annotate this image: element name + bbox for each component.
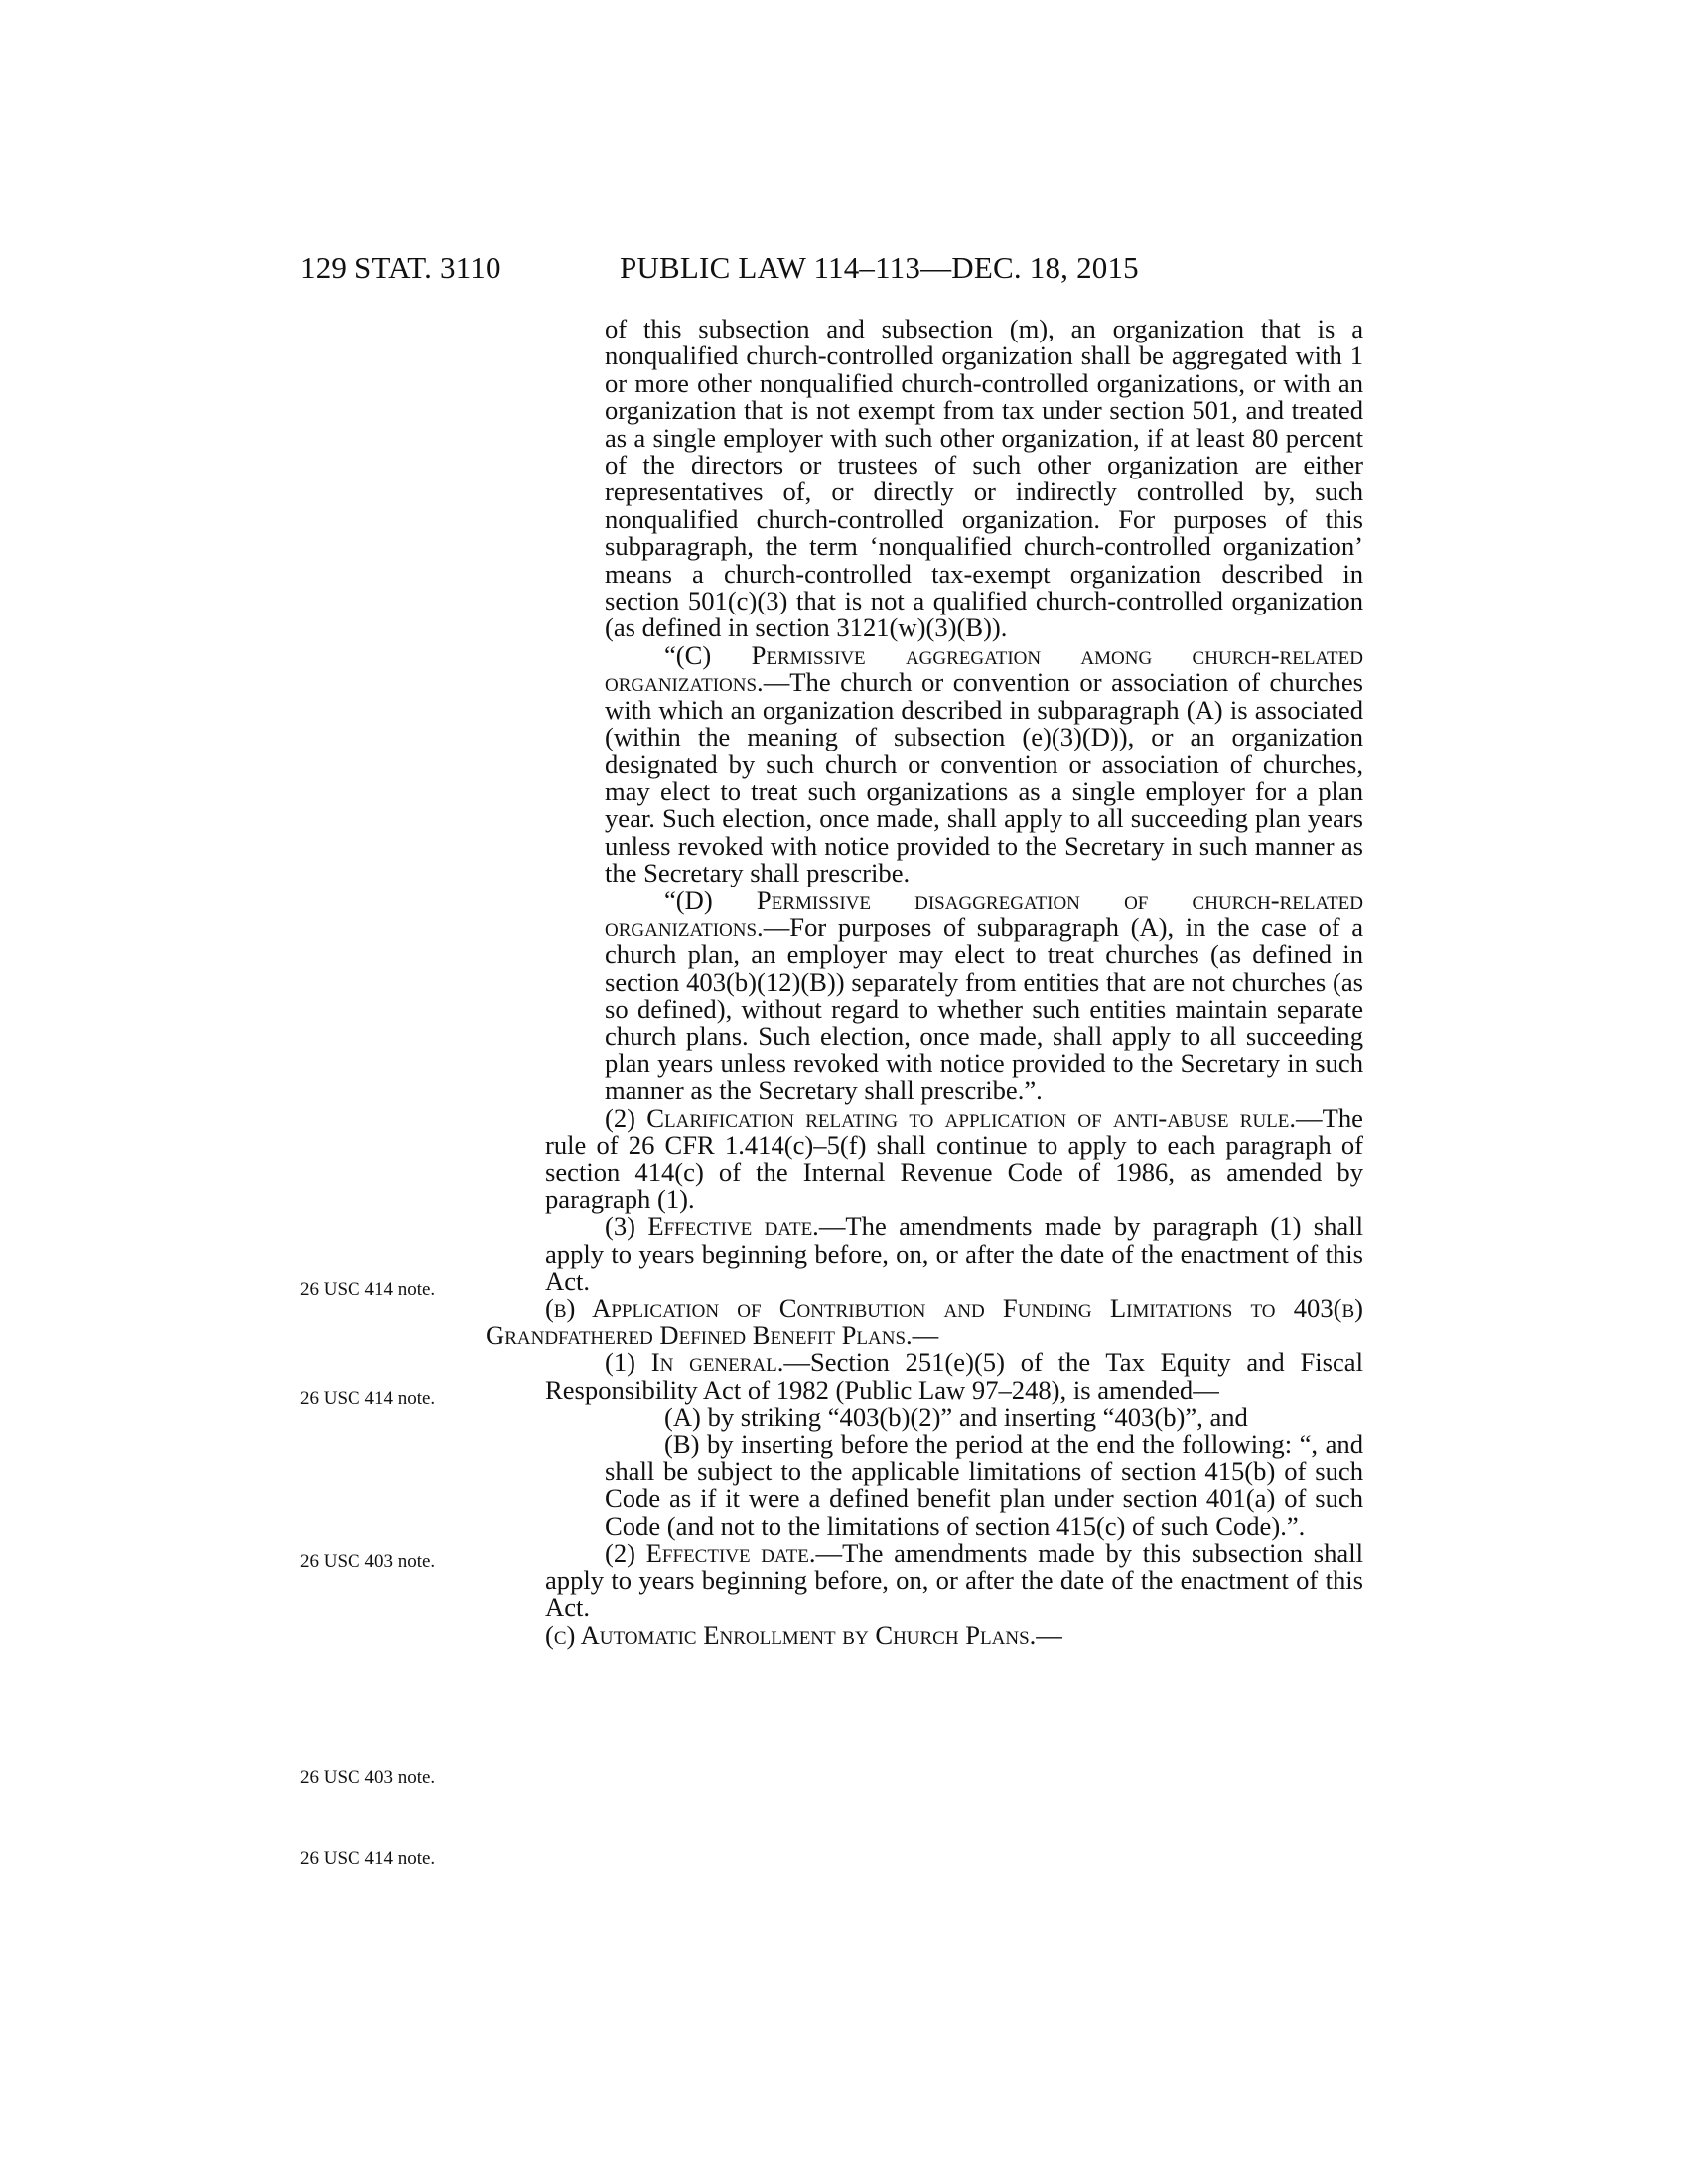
paragraph-a2 — [545, 1102, 1363, 1214]
subsection-b-title: (b) Application of Contribution and Funding Limitations to 403(b) Grandfathered Defined Benefit Plans.— — [486, 1293, 1363, 1351]
margin-note: 26 USC 414 note. — [300, 1388, 436, 1409]
margin-note: 26 USC 414 note. — [300, 1848, 436, 1869]
paragraph-a3 — [545, 1213, 1363, 1295]
paragraph-b2-body: —The amendments made by this subsection shall apply to years beginning before, on, or after the date of the enactment of this Act. — [545, 1538, 1364, 1623]
paragraph-b1 — [545, 1349, 1363, 1404]
paragraph-b1-body: —Section 251(e)(5) of the Tax Equity and Fiscal Responsibility Act of 1982 (Public Law 97–248), is amended— — [545, 1347, 1363, 1405]
paragraph-d-heading: “(D) Permissive disaggregation of church-related organizations. — [605, 885, 1363, 942]
subsection-c-heading — [545, 1619, 1363, 1650]
margin-note: 26 USC 403 note. — [300, 1767, 436, 1788]
page-stat-number: 129 STAT. 3110 — [300, 250, 501, 285]
subsection-c-title: (c) Automatic Enrollment by Church Plans.— — [545, 1619, 1062, 1650]
paragraph-b1-A: (A) by striking “403(b)(2)” and inserting “403(b)”, and — [664, 1402, 1248, 1433]
subsection-b-heading — [486, 1293, 1363, 1351]
paragraph-b2 — [545, 1540, 1363, 1621]
paragraph-b1-B: (B) by inserting before the period at the end the following: “, and shall be subject to the applicable limitations of section 415(b) of such Code as if it were a defined benefit plan under section 401(a) of such Code (and not to the limitations of section 415(c) of such Code).”. — [605, 1429, 1363, 1541]
paragraph-b2-heading: (2) Effective date. — [605, 1538, 816, 1569]
paragraph-b1-heading: (1) In general. — [605, 1347, 784, 1378]
paragraph-a2-heading: (2) Clarification relating to application of anti-abuse rule. — [605, 1102, 1297, 1133]
margin-note: 26 USC 414 note. — [300, 1279, 436, 1299]
paragraph-b-continued: of this subsection and subsection (m), an organization that is a nonqualified church-controlled organization shall be aggregated with 1 or more other nonqualified church-controlled organizations, or with an organization that is not exempt from tax under section 501, and treated as a single employer with such other organization, if at least 80 percent of the directors or trustees of such other organization are either representatives of, or directly or indirectly controlled by, such nonqualified church-controlled organization. For purposes of this subparagraph, the term ‘nonqualified church-controlled organization’ means a church-controlled tax-exempt organization described in section 501(c)(3) that is not a qualified church-controlled organization (as defined in section 3121(w)(3)(B)). — [605, 314, 1363, 643]
statute-text — [486, 314, 1364, 1650]
margin-note: 26 USC 403 note. — [300, 1551, 436, 1571]
paragraph-c — [605, 639, 1363, 888]
paragraph-a3-body: —The amendments made by paragraph (1) shall apply to years beginning before, on, or after the date of the enactment of this Act. — [545, 1211, 1364, 1297]
paragraph-a3-heading: (3) Effective date. — [605, 1211, 819, 1242]
page-running-header: PUBLIC LAW 114–113—DEC. 18, 2015 — [620, 250, 1139, 285]
paragraph-a2-body: —The rule of 26 CFR 1.414(c)–5(f) shall continue to apply to each paragraph of section 414(c) of the Internal Revenue Code of 1986, as amended by paragraph (1). — [545, 1102, 1363, 1214]
paragraph-d — [605, 887, 1363, 1105]
paragraph-c-heading: “(C) Permissive aggregation among church-related organizations. — [605, 639, 1363, 698]
paragraph-c-body: —The church or convention or association of churches with which an organization described in subparagraph (A) is associated (within the meaning of subsection (e)(3)(D)), or an organization designated by such church or convention or association of churches, may elect to treat such organizations as a single employer for a plan year. Such election, once made, shall apply to all succeeding plan years unless revoked with notice provided to the Secretary in such manner as the Secretary shall prescribe. — [605, 667, 1363, 888]
paragraph-d-body: —For purposes of subparagraph (A), in the case of a church plan, an employer may elect to treat churches (as defined in section 403(b)(12)(B)) separately from entities that are not churches (as so defined), without regard to whether such entities maintain separate church plans. Such election, once made, shall apply to all succeeding plan years unless revoked with notice provided to the Secretary in such manner as the Secretary shall prescribe.”. — [605, 911, 1363, 1106]
